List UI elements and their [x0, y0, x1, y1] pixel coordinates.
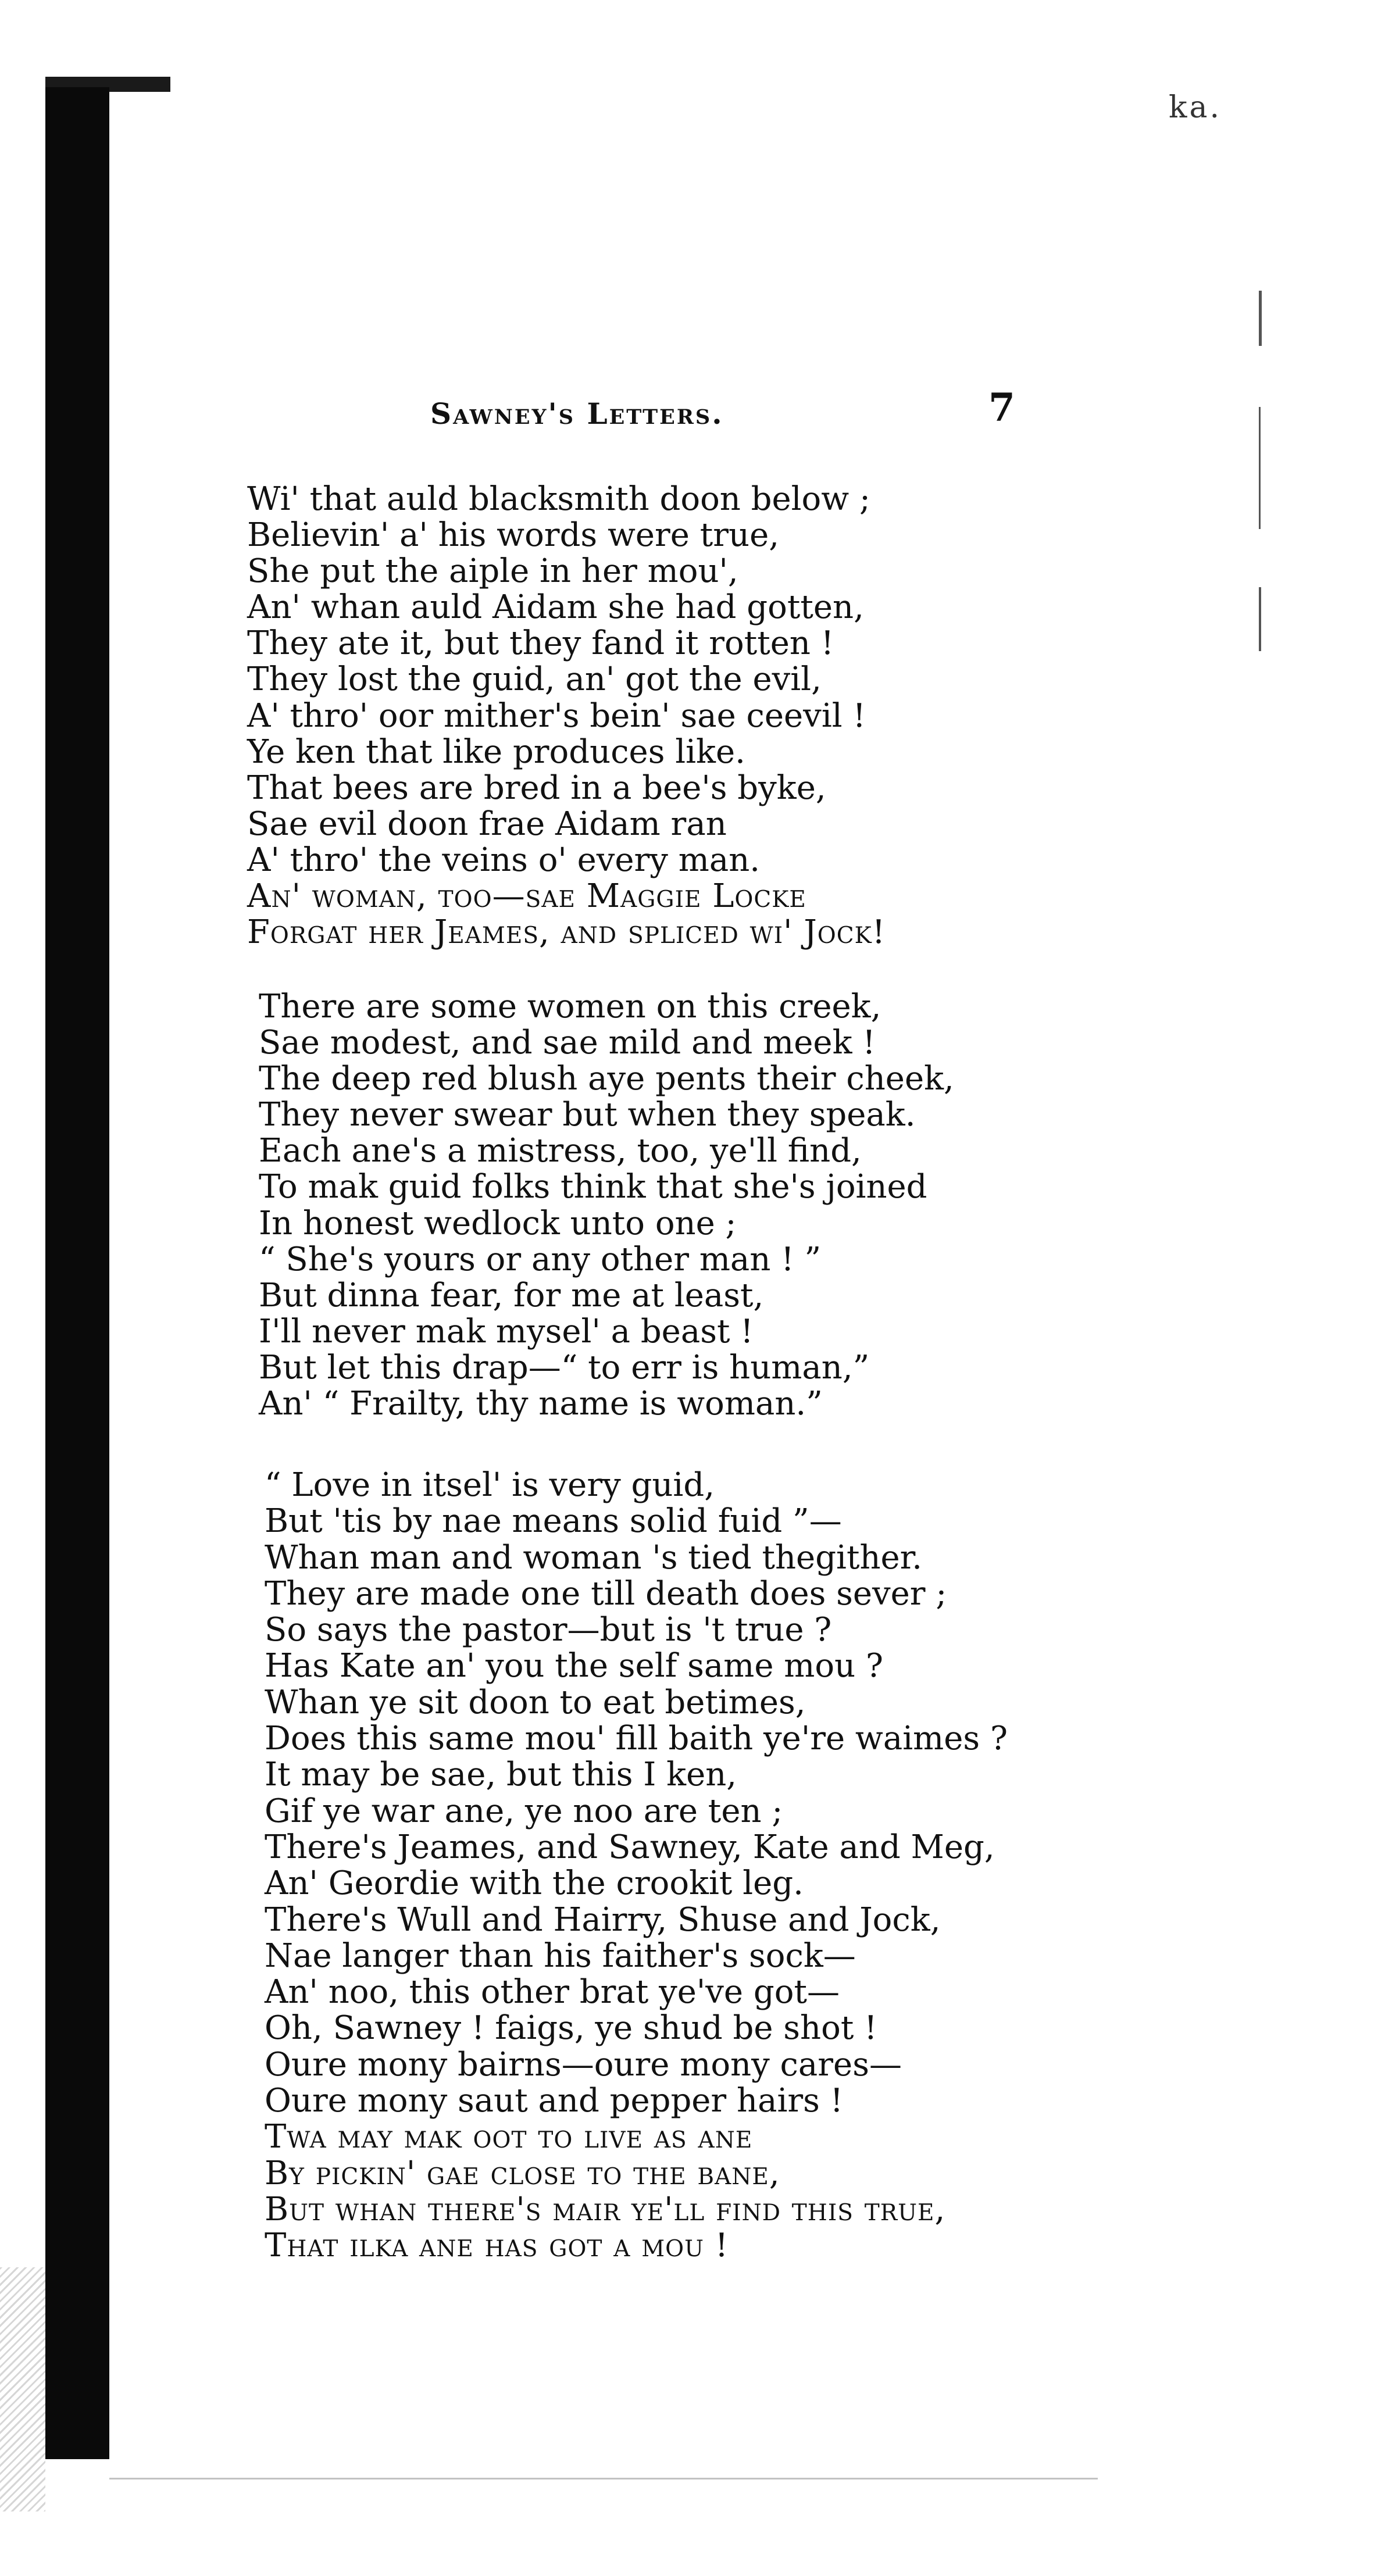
verse-line: But let this drap—“ to err is human,” [259, 1348, 870, 1387]
margin-mark [1259, 587, 1261, 651]
verse-line: They lost the guid, an' got the evil, [247, 660, 822, 699]
verse-line: They ate it, but they fand it rotten ! [247, 624, 834, 663]
verse-line: An' “ Frailty, thy name is woman.” [259, 1385, 823, 1423]
verse-line: To mak guid folks think that she's joined [259, 1168, 927, 1206]
verse-line: Has Kate an' you the self same mou ? [265, 1647, 883, 1685]
verse-line: She put the aiple in her mou', [247, 552, 738, 591]
verse-line: A' thro' the veins o' every man. [247, 841, 761, 879]
verse-line: Oure mony saut and pepper hairs ! [265, 2082, 844, 2120]
verse-line: Twa may mak oot to live as ane [265, 2118, 753, 2156]
verse-line: They never swear but when they speak. [259, 1096, 916, 1134]
verse-line: I'll never mak mysel' a beast ! [259, 1312, 754, 1350]
verse-line: Wi' that auld blacksmith doon below ; [247, 480, 870, 518]
verse-line: Each ane's a mistress, too, ye'll find, [259, 1132, 862, 1170]
corner-mark: ka. [1169, 90, 1222, 125]
verse-line: But dinna fear, for me at least, [259, 1276, 764, 1314]
verse-line: They are made one till death does sever ; [265, 1574, 947, 1613]
verse-line: “ She's yours or any other man ! ” [259, 1240, 822, 1278]
margin-mark [1259, 407, 1261, 529]
verse-line: There's Jeames, and Sawney, Kate and Meg, [265, 1828, 995, 1866]
verse-line: That bees are bred in a bee's byke, [247, 769, 826, 807]
verse-line: But 'tis by nae means solid fuid ”— [265, 1502, 842, 1541]
verse-line: In honest wedlock unto one ; [259, 1204, 737, 1242]
verse-line: But whan there's mair ye'll find this true, [265, 2190, 946, 2228]
verse-line: Nae langer than his faither's sock— [265, 1937, 856, 1975]
verse-line: There's Wull and Hairry, Shuse and Jock, [265, 1900, 941, 1939]
verse-line: Oure mony bairns—oure mony cares— [265, 2045, 902, 2084]
stanza-1 [247, 481, 886, 951]
stanza-2 [259, 989, 954, 1422]
verse-line: Believin' a' his words were true, [247, 516, 780, 555]
page-bottom-edge [109, 2478, 1098, 2479]
page-edge-speckle [0, 2267, 45, 2511]
book-spine-shadow [45, 87, 109, 2459]
verse-line: “ Love in itsel' is very guid, [265, 1466, 715, 1504]
verse-line: An' noo, this other brat ye've got— [265, 1973, 840, 2012]
verse-line: Sae evil doon frae Aidam ran [247, 805, 727, 843]
verse-line: A' thro' oor mither's bein' sae ceevil ! [247, 696, 866, 735]
verse-line: That ilka ane has got a mou ! [265, 2227, 729, 2265]
verse-line: By pickin' gae close to the bane, [265, 2154, 780, 2192]
verse-line: There are some women on this creek, [259, 988, 881, 1026]
margin-mark [1259, 291, 1262, 346]
verse-line: Whan man and woman 's tied thegither. [265, 1538, 923, 1577]
verse-line: Does this same mou' fill baith ye're waimes ? [265, 1720, 1008, 1758]
verse-line: Forgat her Jeames, and spliced wi' Jock! [247, 913, 886, 952]
page-number: 7 [988, 385, 1015, 430]
verse-line: Oh, Sawney ! faigs, ye shud be shot ! [265, 2009, 877, 2048]
verse-line: An' woman, too—sae Maggie Locke [247, 877, 806, 916]
verse-line: Whan ye sit doon to eat betimes, [265, 1683, 806, 1721]
running-title: Sawney's Letters. [430, 396, 724, 431]
verse-line: Sae modest, and sae mild and meek ! [259, 1024, 876, 1062]
verse-line: It may be sae, but this I ken, [265, 1756, 737, 1794]
verse-line: An' Geordie with the crookit leg. [265, 1864, 804, 1903]
verse-line: Ye ken that like produces like. [247, 733, 745, 771]
verse-line: Gif ye war ane, ye noo are ten ; [265, 1792, 783, 1830]
verse-line: An' whan auld Aidam she had gotten, [247, 588, 864, 627]
verse-line: So says the pastor—but is 't true ? [265, 1611, 832, 1649]
verse-line: The deep red blush aye pents their cheek, [259, 1060, 954, 1098]
stanza-3 [265, 1467, 1008, 2264]
